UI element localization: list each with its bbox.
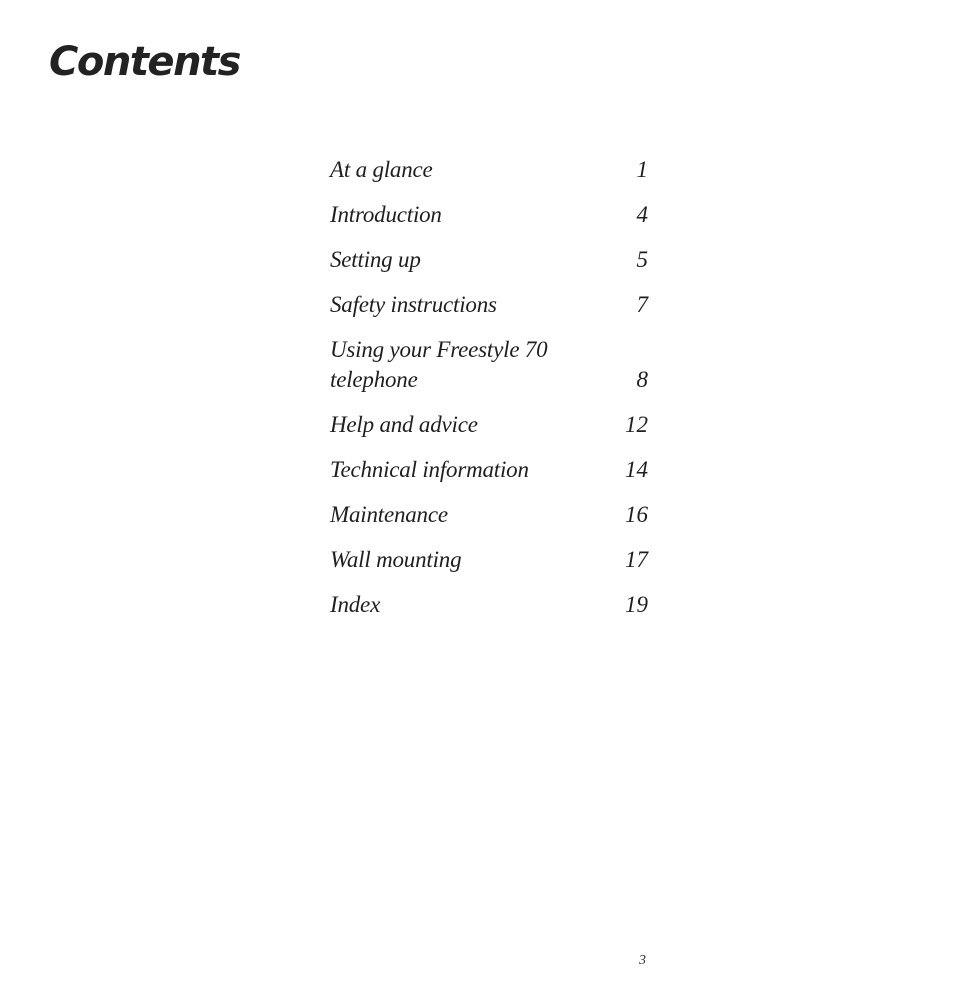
toc-entry-technical-information[interactable] [330,455,650,485]
toc-entry-label: Safety instructions [330,292,497,317]
toc-entry-page: 17 [625,547,648,572]
toc-entry-wall-mounting[interactable] [330,545,650,575]
toc-entry-label: Index [330,592,381,617]
toc-entry-using-your-telephone[interactable] [330,335,650,395]
toc-entry-label: Using your Freestyle 70 telephone [330,337,548,392]
page-title: Contents [49,39,240,85]
toc-entry-page: 5 [636,247,648,272]
toc-entry-setting-up[interactable] [330,245,650,275]
toc-entry-help-and-advice[interactable] [330,410,650,440]
toc-entry-introduction[interactable] [330,200,650,230]
table-of-contents [330,155,650,635]
toc-entry-page: 19 [625,592,648,617]
toc-entry-page: 12 [625,412,648,437]
toc-entry-safety-instructions[interactable] [330,290,650,320]
toc-entry-page: 7 [636,292,648,317]
toc-entry-page: 8 [636,367,648,392]
toc-entry-label: Setting up [330,247,421,272]
toc-entry-page: 14 [625,457,648,482]
page-number: 3 [639,953,646,968]
toc-entry-label: Maintenance [330,502,448,527]
toc-entry-page: 4 [636,202,648,227]
toc-entry-label: Help and advice [330,412,478,437]
toc-entry-label: Introduction [330,202,442,227]
toc-entry-at-a-glance[interactable] [330,155,650,185]
toc-entry-maintenance[interactable] [330,500,650,530]
toc-entry-page: 1 [636,157,648,182]
toc-entry-label: Technical information [330,457,529,482]
toc-entry-page: 16 [625,502,648,527]
toc-entry-label: At a glance [330,157,433,182]
toc-entry-label: Wall mounting [330,547,462,572]
toc-entry-index[interactable] [330,590,650,620]
